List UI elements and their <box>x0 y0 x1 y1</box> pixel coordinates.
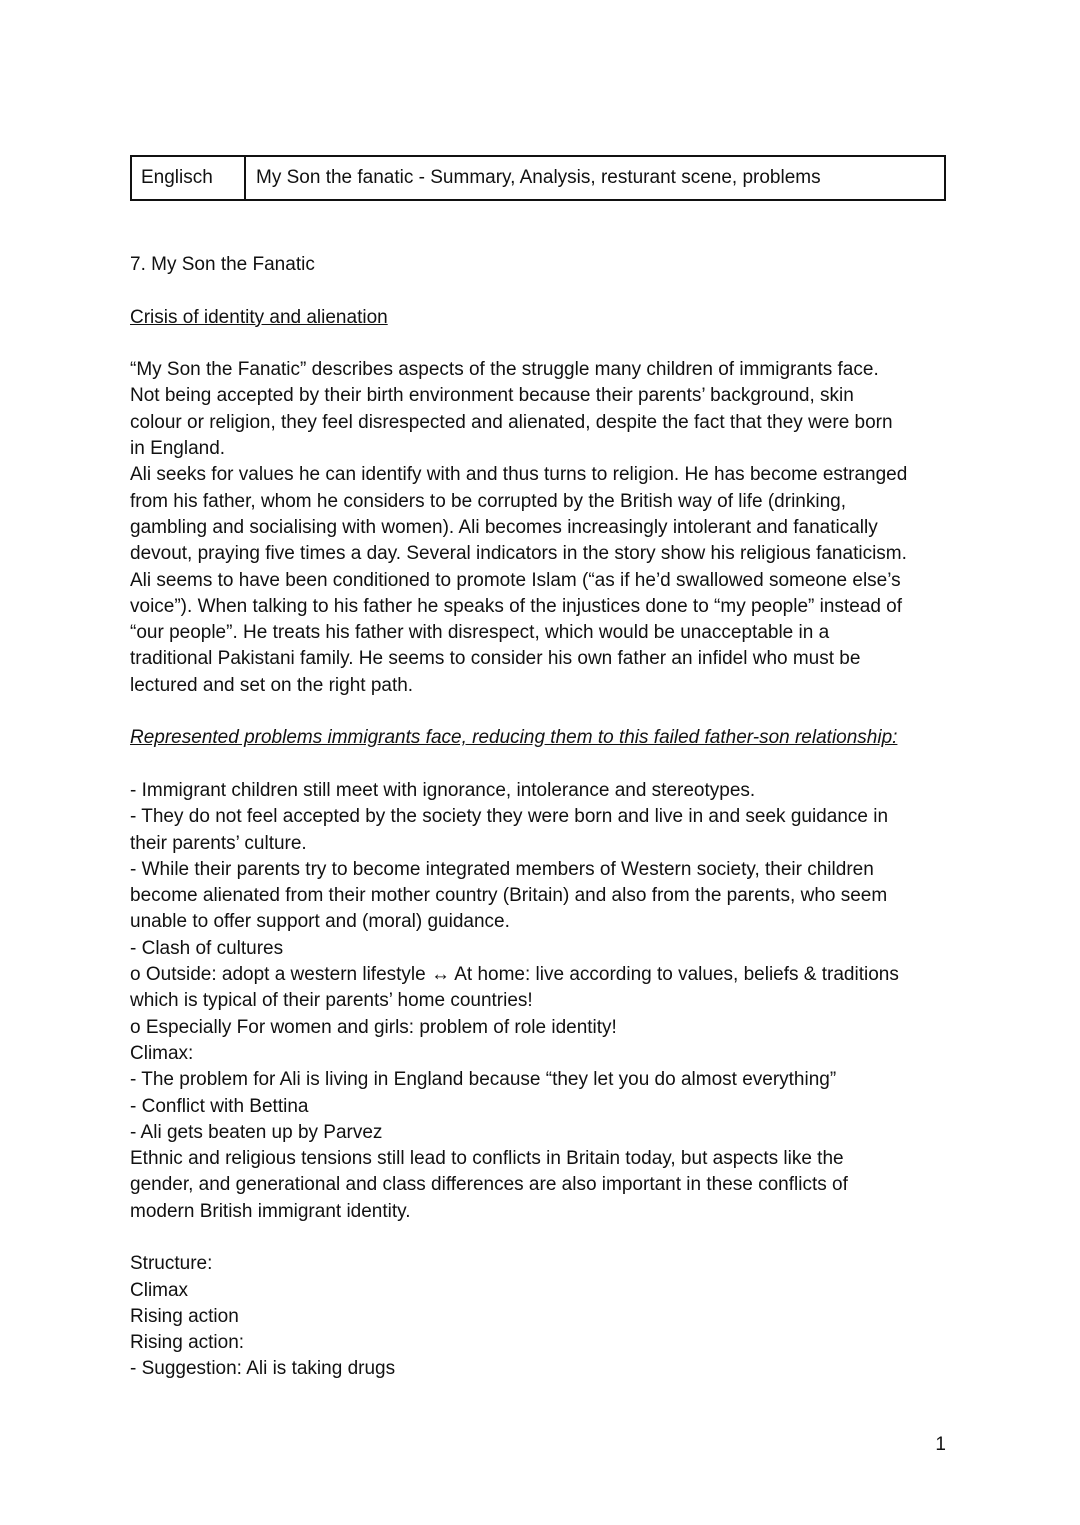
title-cell: My Son the fanatic - Summary, Analysis, resturant scene, problems <box>256 167 821 188</box>
list-item: modern British immigrant identity. <box>130 1200 411 1222</box>
text-line: traditional Pakistani family. He seems to consider his own father an infidel who must be <box>130 648 861 670</box>
list-item: unable to offer support and (moral) guidance. <box>130 911 510 933</box>
text-line: from his father, whom he considers to be corrupted by the British way of life (drinking, <box>130 490 846 512</box>
text-line: lectured and set on the right path. <box>130 674 414 696</box>
list-item: - They do not feel accepted by the society they were born and live in and seek guidance in <box>130 806 889 828</box>
text-line: gambling and socialising with women). Ali becomes increasingly intolerant and fanatically <box>130 516 878 538</box>
list-item: - Conflict with Bettina <box>130 1095 309 1117</box>
identity-paragraph <box>130 357 950 699</box>
text-line: “My Son the Fanatic” describes aspects of the struggle many children of immigrants face. <box>130 359 879 381</box>
problems-heading: Represented problems immigrants face, reducing them to this failed father-son relationship: <box>130 727 898 749</box>
list-item: - Suggestion: Ali is taking drugs <box>130 1358 396 1380</box>
identity-heading: Crisis of identity and alienation <box>130 306 388 328</box>
list-item: - Ali gets beaten up by Parvez <box>130 1121 383 1143</box>
list-item: o Especially For women and girls: problem of role identity! <box>130 1016 617 1038</box>
list-item: Rising action <box>130 1305 239 1327</box>
list-item: - Immigrant children still meet with ignorance, intolerance and stereotypes. <box>130 779 756 801</box>
text-line: devout, praying five times a day. Several indicators in the story show his religious fanaticism. <box>130 543 907 565</box>
text-line: Not being accepted by their birth environment because their parents’ background, skin <box>130 385 854 407</box>
list-item: - While their parents try to become integrated members of Western society, their children <box>130 858 874 880</box>
list-item: Climax: <box>130 1042 194 1064</box>
text-line: in England. <box>130 438 226 460</box>
section-title: 7. My Son the Fanatic <box>130 254 315 275</box>
list-item: Climax <box>130 1279 189 1301</box>
page-number: 1 <box>935 1434 946 1455</box>
text-line: Ali seems to have been conditioned to promote Islam (“as if he’d swallowed someone else’s <box>130 569 901 591</box>
problems-list <box>130 778 950 1225</box>
structure-list <box>130 1251 950 1382</box>
list-item: their parents’ culture. <box>130 832 307 854</box>
text-line: colour or religion, they feel disrespected and alienated, despite the fact that they were born <box>130 411 893 433</box>
list-item: Ethnic and religious tensions still lead to conflicts in Britain today, but aspects like the <box>130 1148 844 1170</box>
document-body <box>130 252 950 1383</box>
list-item: - The problem for Ali is living in England because “they let you do almost everything” <box>130 1069 837 1091</box>
list-item: - Clash of cultures <box>130 937 284 959</box>
list-item: Structure: <box>130 1253 213 1275</box>
text-line: voice”). When talking to his father he speaks of the injustices done to “my people” instead of <box>130 595 903 617</box>
list-item: gender, and generational and class differences are also important in these conflicts of <box>130 1174 848 1196</box>
list-item: Rising action: <box>130 1332 245 1354</box>
list-item: which is typical of their parents’ home countries! <box>130 990 533 1012</box>
subject-cell: Englisch <box>132 157 246 199</box>
header-table <box>130 155 946 201</box>
text-line: Ali seeks for values he can identify with and thus turns to religion. He has become estranged <box>130 464 908 486</box>
list-item: o Outside: adopt a western lifestyle ↔ At home: live according to values, beliefs & traditions <box>130 964 899 986</box>
list-item: become alienated from their mother country (Britain) and also from the parents, who seem <box>130 885 888 907</box>
text-line: “our people”. He treats his father with disrespect, which would be unacceptable in a <box>130 622 830 644</box>
